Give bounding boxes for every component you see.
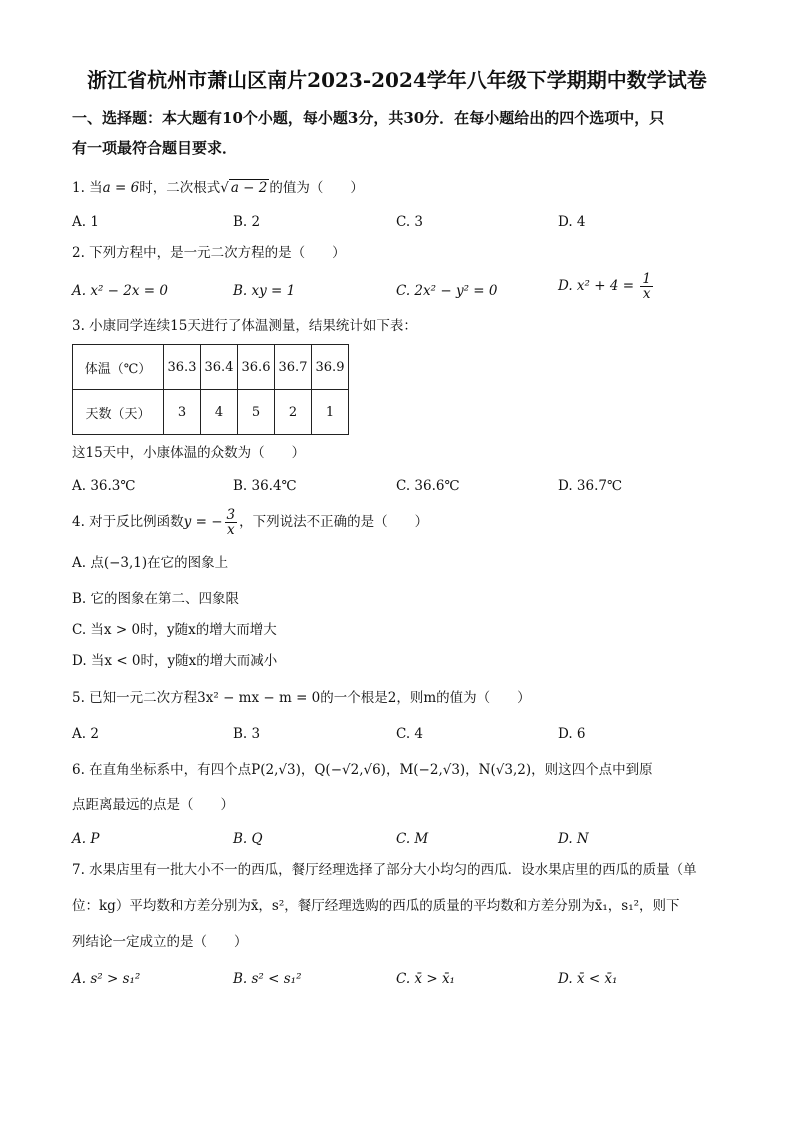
q2-option-d [558, 272, 655, 301]
table-cell: 5 [238, 390, 275, 435]
table-row [73, 345, 349, 390]
q1-option-b: B. 2 [233, 214, 261, 230]
q3-option-c: C. 36.6℃ [396, 478, 460, 494]
question-3-stem: 3. 小康同学连续15天进行了体温测量，结果统计如下表： [72, 318, 417, 334]
question-3-followup: 这15天中，小康体温的众数为（ ） [72, 445, 306, 461]
q1-stem-part: 时，二次根式 [139, 180, 221, 196]
table-header-cell: 体温（℃） [73, 345, 164, 390]
table-cell: 3 [164, 390, 201, 435]
q1-option-d: D. 4 [558, 214, 586, 230]
q7-option-b: B. s² < s₁² [233, 971, 302, 987]
q2-option-a: A. x² − 2x = 0 [72, 283, 168, 299]
q7-option-d: D. x̄ < x̄₁ [558, 971, 618, 987]
table-cell: 36.4 [201, 345, 238, 390]
q2-option-c: C. 2x² − y² = 0 [396, 283, 498, 299]
table-header-cell: 天数（天） [73, 390, 164, 435]
table-cell: 36.7 [275, 345, 312, 390]
section-heading-line2: 有一项最符合题目要求． [72, 139, 238, 157]
page-title: 浙江省杭州市萧山区南片2023-2024学年八年级下学期期中数学试卷 [87, 68, 707, 92]
q6-option-d: D. N [558, 831, 589, 847]
fraction-denominator: x [642, 286, 651, 302]
question-6-stem-line1: 6. 在直角坐标系中，有四个点P(2,√3)，Q(−√2,√6)，M(−2,√3)，N(√3,2)，则这四个点中到原 [72, 762, 653, 778]
fraction-numerator: 3 [226, 507, 236, 523]
q6-option-b: B. Q [233, 831, 263, 847]
fraction-denominator: x [227, 522, 235, 538]
q1-radicand: a − 2 [230, 180, 268, 196]
question-7-stem-line3: 列结论一定成立的是（ ） [72, 934, 248, 950]
q1-option-c: C. 3 [396, 214, 424, 230]
q5-option-c: C. 4 [396, 726, 424, 742]
question-7-stem-line2: 位：kg）平均数和方差分别为x̄，s²，餐厅经理选购的西瓜的质量的平均数和方差分别为x̄₁，s₁²，则下 [72, 898, 680, 914]
q4-option-a: A. 点(−3,1)在它的图象上 [72, 555, 229, 571]
q2-option-d-fraction [640, 272, 653, 301]
temperature-table [72, 344, 349, 435]
question-7-stem-line1: 7. 水果店里有一批大小不一的西瓜，餐厅经理选择了部分大小均匀的西瓜．设水果店里的西瓜的质量（单 [72, 862, 697, 878]
q4-stem-part: ，下列说法不正确的是（ ） [239, 514, 429, 530]
q3-option-a: A. 36.3℃ [72, 478, 136, 494]
q7-option-a: A. s² > s₁² [72, 971, 141, 987]
q3-option-b: B. 36.4℃ [233, 478, 297, 494]
q5-option-b: B. 3 [233, 726, 261, 742]
question-2-stem: 2. 下列方程中，是一元二次方程的是（ ） [72, 245, 346, 261]
q6-option-a: A. P [72, 831, 100, 847]
q2-option-d-text: D. x² + 4 = [558, 278, 639, 294]
q4-option-d: D. 当x < 0时，y随x的增大而减小 [72, 653, 278, 669]
question-1-stem [72, 178, 732, 198]
sqrt-symbol: √ [220, 180, 229, 196]
q1-option-a: A. 1 [72, 214, 99, 230]
question-4-stem [72, 508, 732, 537]
q7-option-c: C. x̄ > x̄₁ [396, 971, 455, 987]
q2-option-b: B. xy = 1 [233, 283, 296, 299]
table-cell: 4 [201, 390, 238, 435]
fraction-numerator: 1 [642, 271, 651, 287]
q5-option-d: D. 6 [558, 726, 586, 742]
q1-expr-a: a = 6 [102, 180, 140, 196]
q4-stem-part: 4. 对于反比例函数 [72, 514, 184, 530]
table-cell: 1 [312, 390, 349, 435]
table-row [73, 390, 349, 435]
table-cell: 36.3 [164, 345, 201, 390]
q4-option-b: B. 它的图象在第二、四象限 [72, 591, 240, 607]
table-cell: 36.9 [312, 345, 349, 390]
q4-expr: y = − [183, 514, 223, 530]
q4-fraction [225, 508, 238, 537]
q4-option-c: C. 当x > 0时，y随x的增大而增大 [72, 622, 277, 638]
question-6-stem-line2: 点距离最远的点是（ ） [72, 797, 234, 813]
q1-stem-part: 的值为（ ） [269, 180, 364, 196]
q1-stem-part: 1. 当 [72, 180, 103, 196]
table-cell: 36.6 [238, 345, 275, 390]
q5-option-a: A. 2 [72, 726, 99, 742]
question-5-stem: 5. 已知一元二次方程3x² − mx − m = 0的一个根是2，则m的值为（ ） [72, 690, 531, 706]
section-heading [72, 103, 732, 163]
table-cell: 2 [275, 390, 312, 435]
q6-option-c: C. M [396, 831, 429, 847]
q3-option-d: D. 36.7℃ [558, 478, 623, 494]
section-heading-line1: 一、选择题：本大题有10个小题，每小题3分，共30分．在每小题给出的四个选项中，只 [72, 109, 665, 127]
